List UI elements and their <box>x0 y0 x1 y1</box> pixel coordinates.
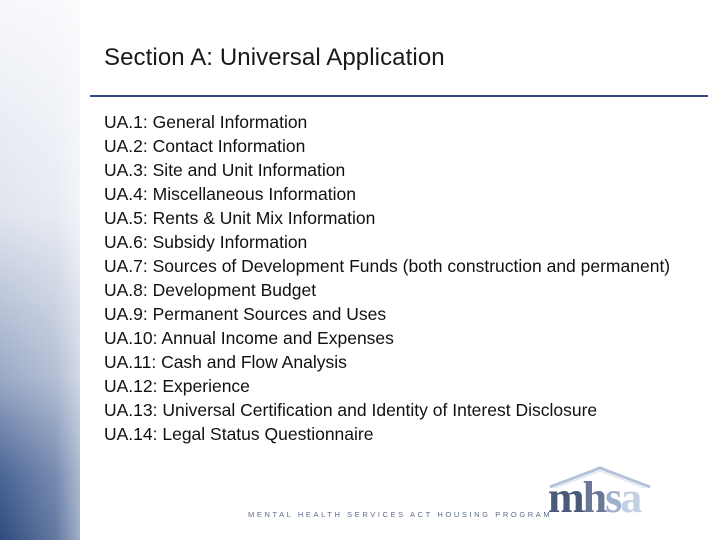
logo-wordmark <box>548 473 641 522</box>
list-item: UA.10: Annual Income and Expenses <box>104 328 394 348</box>
logo-letter: a <box>620 473 641 522</box>
title-divider <box>90 95 708 97</box>
list-item: UA.14: Legal Status Questionnaire <box>104 424 374 444</box>
list-item: UA.3: Site and Unit Information <box>104 160 346 180</box>
logo-letter: m <box>548 473 583 522</box>
logo-letter: s <box>605 473 621 522</box>
logo-tagline: MENTAL HEALTH SERVICES ACT HOUSING PROGRAM <box>248 510 553 519</box>
list-item: UA.4: Miscellaneous Information <box>104 184 356 204</box>
list-item: UA.2: Contact Information <box>104 136 306 156</box>
mhsa-logo <box>536 466 664 522</box>
list-item: UA.11: Cash and Flow Analysis <box>104 352 347 372</box>
list-item: UA.1: General Information <box>104 112 308 132</box>
side-gradient-band <box>0 0 80 540</box>
list-item: UA.9: Permanent Sources and Uses <box>104 304 387 324</box>
slide-title: Section A: Universal Application <box>104 44 445 71</box>
logo-letter: h <box>582 473 606 522</box>
list-item: UA.6: Subsidy Information <box>104 232 308 252</box>
list-item: UA.12: Experience <box>104 376 250 396</box>
list-item: UA.7: Sources of Development Funds (both construction and permanent) <box>104 256 671 276</box>
list-item: UA.13: Universal Certification and Identity of Interest Disclosure <box>104 400 598 420</box>
list-item: UA.8: Development Budget <box>104 280 317 300</box>
section-list <box>104 110 704 446</box>
list-item: UA.5: Rents & Unit Mix Information <box>104 208 376 228</box>
